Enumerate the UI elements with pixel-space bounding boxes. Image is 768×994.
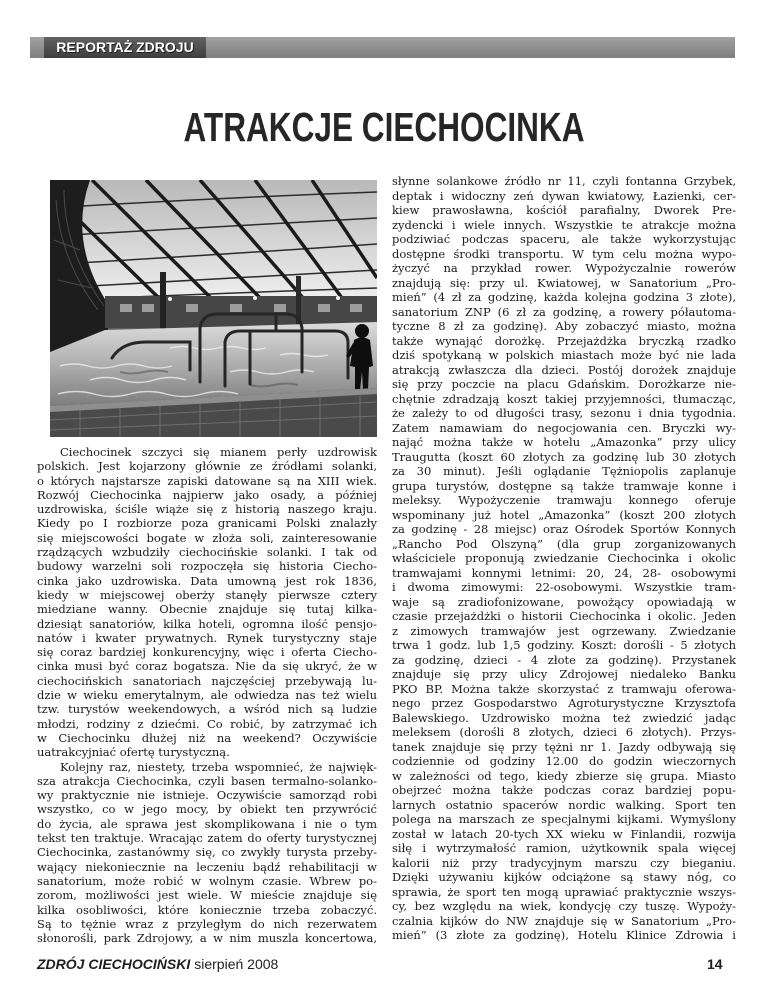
article-title: ATRAKCJE CIECHOCINKA — [183, 104, 585, 150]
text-line: cy, bez względu na wiek, kondycję czy tuszę. Wypoży- — [392, 899, 736, 913]
text-line: budowy warzelni soli rozpoczęła się historia Ciecho- — [37, 559, 377, 574]
text-line: sza atrakcja Ciechocinka, czyli basen termalno-solanko- — [37, 773, 377, 788]
text-line: PKO BP. Można także skorzystać z tramwaju oferowa- — [392, 681, 736, 696]
text-line: polega na marszach ze specjalnymi kijkami. Wymyślony — [392, 812, 736, 826]
text-line: mień” (3 złote za godzinę), Hotelu Klinice Zdrowia i — [392, 928, 736, 942]
text-line: z zimowych tramwajów jest ogrzewany. Zwiedzanie — [392, 623, 736, 638]
text-line: wający niekoniecznie na leczeniu bądź rehabilitacji w — [37, 859, 377, 874]
text-line: mień” (4 zł za godzinę, każda kolejna godzina 3 złote), — [392, 290, 736, 304]
text-line: nająć można także w hotelu „Amazonka” przy ulicy — [392, 435, 736, 449]
text-line: sprawia, że sport ten mogą uprawiać praktycznie wszys- — [392, 884, 736, 899]
text-line: dziesiąt sanatoriów, kilka hoteli, ogromna ilość pensjo- — [37, 616, 377, 631]
paragraph — [37, 760, 377, 946]
text-line: nego przez Gospodarstwo Agroturystyczne Krzysztofa — [392, 696, 736, 710]
text-line: Dzięki używaniu kijków odciążone są stawy nóg, co — [392, 870, 736, 884]
text-line: Ciechocinek szczyci się mianem perły uzdrowisk — [60, 445, 377, 459]
text-line: w Ciechocinku dłużej niż na weekend? Oczywiście — [37, 730, 377, 745]
text-line: zorom, możliwości jest wiele. W mieście znajduje się — [37, 888, 377, 903]
text-line: także wynająć dorożkę. Przejażdżka bryczką rzadko — [392, 333, 736, 348]
text-line: sanatorium ZNP (6 zł za godzinę, a rowery półautoma- — [392, 304, 736, 319]
text-line: natów i kwater prywatnych. Rynek turystyczny staje — [37, 630, 377, 645]
text-line: tanek znajduje się przy tężni nr 1. Jazdy odbywają się — [392, 739, 736, 754]
text-line: się przy poczcie na placu Gdańskim. Dorożkarze nie- — [392, 377, 736, 391]
text-line: uatrakcyjniać ofertę turystyczną. — [37, 745, 230, 760]
article-column-right — [392, 174, 736, 943]
text-line: codziennie od godziny 12.00 do godzin wieczornych — [392, 754, 736, 768]
text-line: słynne solankowe źródło nr 11, czyli fontanna Grzybek, — [392, 174, 736, 188]
text-line: tyczne 8 zł za godzinę). Aby zobaczyć miasto, można — [392, 319, 736, 333]
text-line: o których najstarsze zapiski datowane są na XIII wiek. — [37, 473, 377, 488]
text-line: deptak i widoczny zeń dywan kwiatowy, Łazienki, cer- — [392, 188, 736, 203]
text-line: wy praktycznie nie istnieje. Oczywiście samorząd robi — [37, 788, 377, 803]
text-line: za godzinę, dzieci - 4 złote za godzinę). Przystanek — [392, 652, 736, 667]
text-line: w zależności od tego, kiedy zbierze się grupa. Miasto — [392, 768, 736, 783]
text-line: „Rancho Pod Olszyną” (dla grup zorganizowanych — [392, 536, 736, 551]
text-line: dzie w wieku emerytalnym, ale odwiedza nas też wielu — [37, 688, 377, 703]
footer — [37, 955, 278, 973]
text-line: i dwoma zimowymi: 22-osobowymi. Wszystkie tram- — [392, 580, 736, 594]
text-line: meleksem (dorośli 8 złotych, dzieci 6 złotych). Przys- — [392, 725, 736, 739]
text-line: właściciele proponują zwiedzanie Ciechocinka i okolic — [392, 551, 736, 565]
text-line: Kiedy po I rozbiorze poza granicami Polski znalazły — [37, 516, 377, 531]
text-line: cinka jako uzdrowiska. Data umowną jest rok 1836, — [37, 573, 377, 588]
text-line: polskich. Jest kojarzony głównie ze źródłami solanki, — [37, 459, 377, 474]
text-line: znajdują się: przy ul. Kwiatowej, w Sanatorium „Pro- — [392, 275, 736, 290]
text-line: się coraz bardziej konkurencyjny, więc i oferta Ciecho- — [37, 645, 377, 660]
text-line: siłę i wytrzymałość ramion, użytkownik spala więcej — [392, 841, 736, 855]
text-line: grupa turystów, dostępne są także tramwaje konne i — [392, 478, 736, 493]
text-line: został w latach 20-tych XX wieku w Finlandii, rozwija — [392, 826, 736, 841]
text-line: tzw. turystów weekendowych, a wśród nich są ludzie — [37, 702, 377, 717]
text-line: trwa 1 godz. lub 1,5 godziny. Koszt: dorośli - 5 złotych — [392, 638, 736, 652]
text-line: Ciechocinka, zastanówmy się, co zwykły turysta przeby- — [37, 845, 377, 860]
pillar — [160, 272, 166, 334]
text-line: Rozwój Ciechocinka najpierw jako osady, a później — [37, 487, 377, 502]
section-label: REPORTAŻ ZDROJU — [44, 37, 206, 58]
text-line: obejrzeć można także podczas coraz bardziej popu- — [392, 783, 736, 797]
text-line: tramwajami konnymi letnimi: 20, 24, 28- osobowymi — [392, 565, 736, 580]
text-line: kiedy w miejscowej oberży stanęły pierwsze cztery — [37, 587, 377, 602]
text-line: życzyć na przykład rower. Wypożyczalnie rowerów — [392, 261, 736, 275]
text-line: do życia, ale sprawa jest skomplikowana i nie o tym — [37, 816, 377, 831]
text-line: że zależy to od długości trasy, sezonu i dnia tygodnia. — [392, 406, 736, 420]
footer-publication-name: ZDRÓJ CIECHOCIŃSKI — [37, 956, 191, 972]
paragraph — [392, 174, 736, 943]
text-line: Traugutta (koszt 60 złotych za godzinę lub 30 złotych — [392, 449, 736, 464]
text-line: meleksy. Wypożyczenie tramwaju konnego oferuje — [392, 493, 736, 507]
text-line: sanatorium, może robić w wolnym czasie. Wbrew po- — [37, 873, 377, 888]
indoor-pool-photo — [50, 180, 377, 437]
text-line: larnych ostatnio spacerów nordic walking. Sport ten — [392, 797, 736, 812]
page-number: 14 — [707, 956, 723, 972]
text-line: miedziane wanny. Obecnie znajduje się tutaj kilka- — [37, 602, 377, 617]
text-line: Zatem namawiam do negocjowania cen. Bryczki wy- — [392, 420, 736, 435]
text-line: zydencki i wiele innych. Wszystkie te atrakcje można — [392, 217, 736, 232]
text-line: za godzinę - 28 miejsc) oraz Ośrodek Sportów Konnych — [392, 522, 736, 536]
article-column-left — [37, 445, 377, 945]
article-photo — [50, 180, 377, 437]
text-line: wszystko, co w jego mocy, by obiekt ten przywrócić — [37, 802, 377, 817]
text-line: chętnie zdradzają koszt takiej przyjemności, tłumacząc, — [392, 391, 736, 406]
text-line: waje są zradiofonizowane, powożący opowiadają w — [392, 594, 736, 609]
text-line: dostępne środki transportu. W tym celu można wypo- — [392, 246, 736, 261]
paragraph — [37, 445, 377, 760]
text-line: kilka osobliwości, które koniecznie trzeba zobaczyć. — [37, 902, 377, 917]
text-line: Kolejny raz, niestety, trzeba wspomnieć, że najwięk- — [60, 759, 377, 774]
text-line: ciechocińskich sanatoriach najczęściej przebywają lu- — [37, 673, 377, 688]
text-line: czasie przejażdżki o historii Ciechocinka i okolic. Jeden — [392, 609, 736, 623]
text-line: znajduje się przy ulicy Zdrojowej niedaleko Banku — [392, 667, 736, 681]
text-line: młodzi, rodziny z dziećmi. Co robić, by zatrzymać ich — [37, 716, 377, 731]
text-line: za 30 minut). Jeśli oglądanie Tężniopolis zaplanuje — [392, 464, 736, 478]
text-line: tekst ten traktuje. Wracając zatem do oferty turystycznej — [37, 831, 377, 846]
text-line: czalnia kijków do NW znajduje się w Sanatorium „Pro- — [392, 913, 736, 928]
text-line: Są to tężnie wraz z przyległym do nich rezerwatem — [37, 916, 377, 931]
text-line: słonorośli, park Zdrojowy, a w nim muszla koncertowa, — [37, 931, 377, 946]
text-line: kalorii niż przy tradycyjnym marszu czy bieganiu. — [392, 855, 736, 870]
text-line: cinka musi być coraz bogatsza. Nie da się ukryć, że w — [37, 659, 377, 674]
footer-issue-date: sierpień 2008 — [194, 956, 279, 972]
text-line: podziwiać podczas spaceru, ale także wykorzystując — [392, 232, 736, 246]
text-line: uzdrowiska, ściśle wiąże się z historią naszego kraju. — [37, 502, 377, 517]
text-line: atrakcją zwłaszcza dla dzieci. Postój dorożek znajduje — [392, 362, 736, 377]
text-line: Balewskiego. Uzdrowisko można też zwiedzić jadąc — [392, 710, 736, 725]
text-line: rządzących wzbudziły ciechocińskie solanki. I tak od — [37, 545, 377, 560]
text-line: się miejscowości bogate w złoża soli, zainteresowanie — [37, 530, 377, 545]
text-line: kiew prawosławna, kościół parafialny, Dworek Pre- — [392, 203, 736, 217]
text-line: dziś spotykaną w polskich miastach może być nie lada — [392, 348, 736, 362]
text-line: wspominany już hotel „Amazonka” (koszt 200 złotych — [392, 507, 736, 522]
